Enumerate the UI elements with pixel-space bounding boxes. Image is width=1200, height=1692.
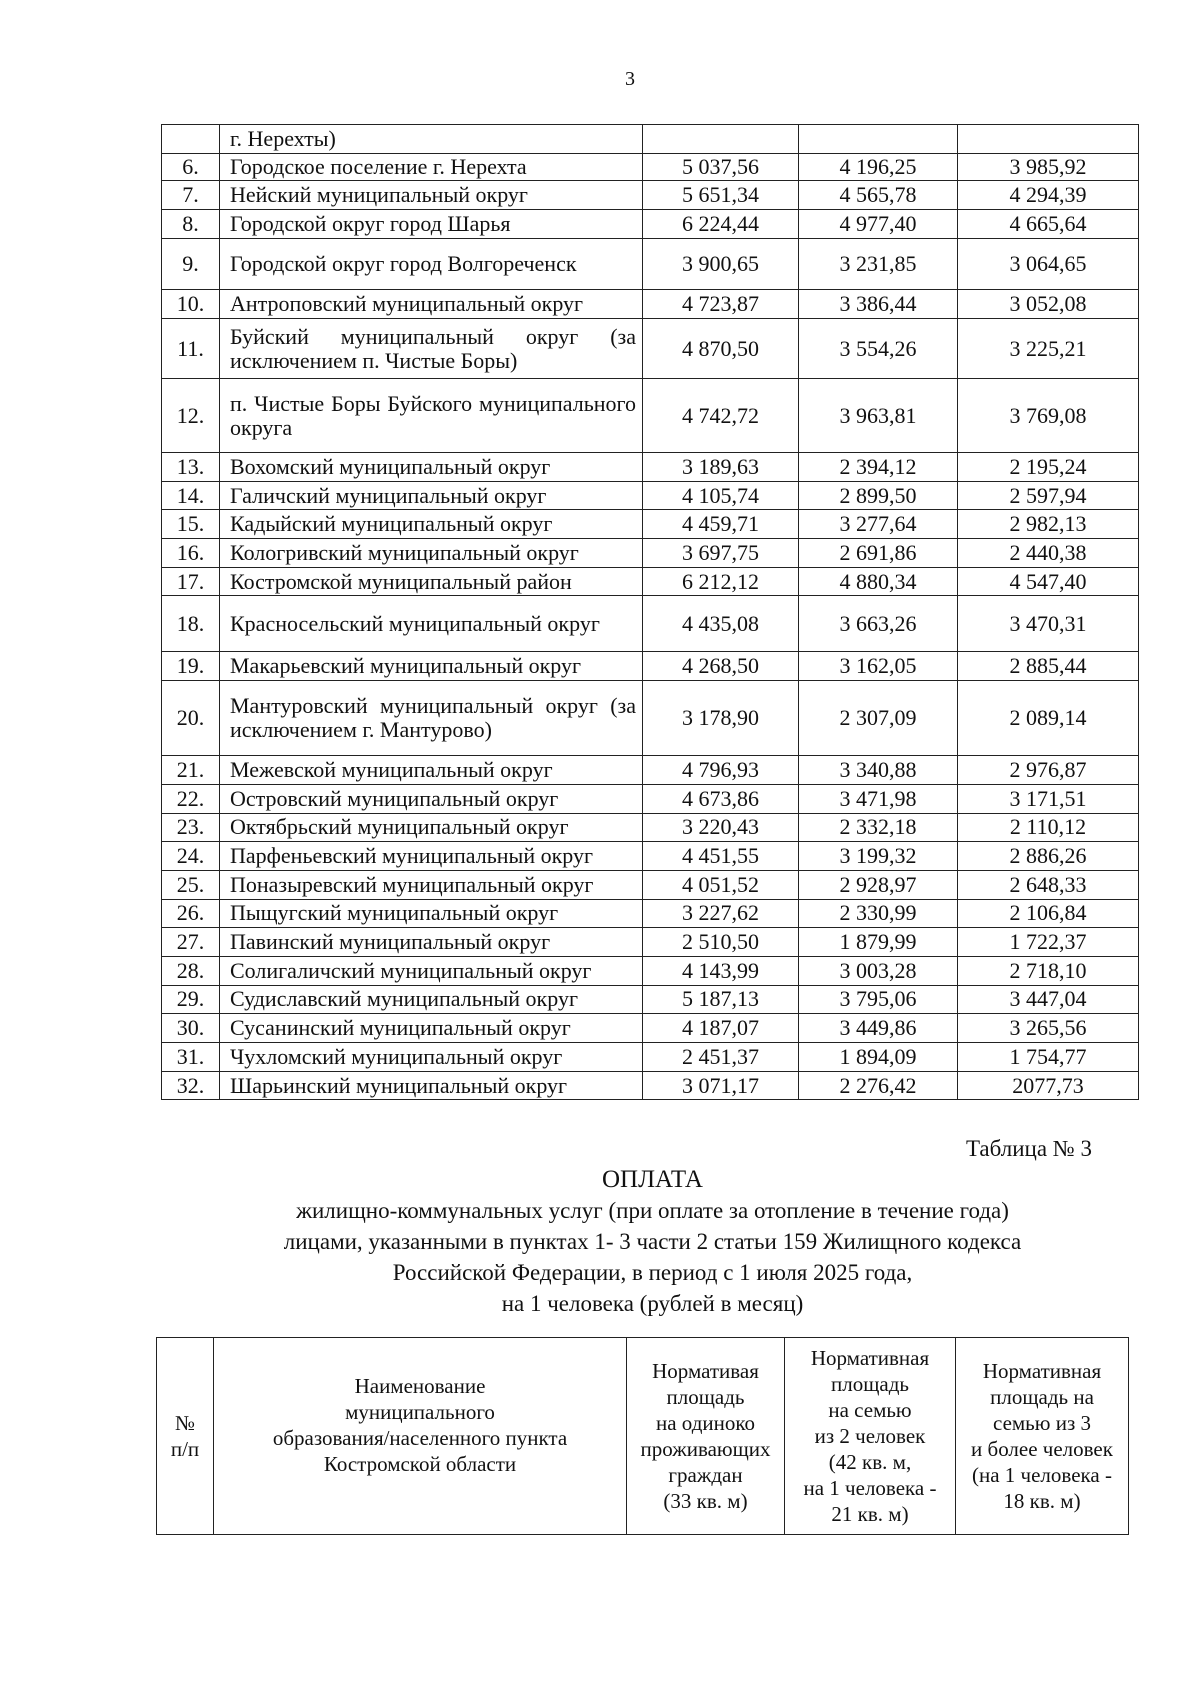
value-single: 5 037,56 xyxy=(643,154,799,181)
row-number: 16. xyxy=(162,539,220,568)
value-three-plus: 1 754,77 xyxy=(958,1043,1139,1072)
row-name: Шарьинский муниципальный округ xyxy=(220,1071,643,1100)
value-three-plus xyxy=(958,125,1139,154)
table-row xyxy=(162,181,1139,210)
header-line: Нормативая xyxy=(652,1359,759,1383)
row-name: Макарьевский муниципальный округ xyxy=(220,652,643,681)
header-num xyxy=(157,1338,214,1535)
table-row xyxy=(162,125,1139,154)
row-name: Галичский муниципальный округ xyxy=(220,481,643,510)
row-number: 10. xyxy=(162,290,220,319)
header-three-plus-area xyxy=(956,1338,1129,1535)
table-row xyxy=(162,756,1139,785)
table-row xyxy=(162,290,1139,319)
value-three-plus: 2 089,14 xyxy=(958,681,1139,756)
row-number: 17. xyxy=(162,567,220,596)
row-name: Парфеньевский муниципальный округ xyxy=(220,842,643,871)
value-two-person: 3 795,06 xyxy=(799,985,958,1014)
header-line: на 1 человека - xyxy=(803,1476,937,1500)
value-two-person: 4 196,25 xyxy=(799,154,958,181)
value-two-person: 2 691,86 xyxy=(799,539,958,568)
value-single: 4 051,52 xyxy=(643,870,799,899)
table-3-title-block xyxy=(160,1164,1145,1319)
row-number: 15. xyxy=(162,510,220,539)
table-row xyxy=(162,842,1139,871)
value-three-plus: 4 665,64 xyxy=(958,210,1139,239)
row-number: 22. xyxy=(162,784,220,813)
table-2-continuation xyxy=(161,124,1139,1100)
header-line: на одиноко xyxy=(655,1411,755,1435)
header-line: и более человек xyxy=(971,1437,1113,1461)
table-3-subtitle-line: на 1 человека (рублей в месяц) xyxy=(501,1291,804,1316)
value-single: 3 697,75 xyxy=(643,539,799,568)
value-three-plus: 2 976,87 xyxy=(958,756,1139,785)
row-name: Островский муниципальный округ xyxy=(220,784,643,813)
row-name: Вохомский муниципальный округ xyxy=(220,453,643,482)
row-name: Сусанинский муниципальный округ xyxy=(220,1014,643,1043)
row-number: 21. xyxy=(162,756,220,785)
row-number: 28. xyxy=(162,956,220,985)
header-line: (на 1 человека - xyxy=(972,1463,1112,1487)
table-row xyxy=(162,813,1139,842)
value-single: 4 105,74 xyxy=(643,481,799,510)
table-row xyxy=(162,379,1139,453)
value-single: 2 510,50 xyxy=(643,928,799,957)
value-single: 2 451,37 xyxy=(643,1043,799,1072)
table-row xyxy=(162,870,1139,899)
value-two-person: 2 276,42 xyxy=(799,1071,958,1100)
header-line: № xyxy=(174,1411,196,1435)
value-two-person: 3 386,44 xyxy=(799,290,958,319)
header-line: 21 кв. м) xyxy=(831,1502,909,1526)
value-three-plus: 3 447,04 xyxy=(958,985,1139,1014)
value-two-person: 2 332,18 xyxy=(799,813,958,842)
value-two-person: 3 963,81 xyxy=(799,379,958,453)
value-single: 4 723,87 xyxy=(643,290,799,319)
row-name: Городское поселение г. Нерехта xyxy=(220,154,643,181)
row-name: Кологривский муниципальный округ xyxy=(220,539,643,568)
row-number: 27. xyxy=(162,928,220,957)
row-name: Пыщугский муниципальный округ xyxy=(220,899,643,928)
table-row xyxy=(162,539,1139,568)
value-three-plus: 2 195,24 xyxy=(958,453,1139,482)
value-three-plus: 2077,73 xyxy=(958,1071,1139,1100)
table-row xyxy=(162,681,1139,756)
row-name: Костромской муниципальный район xyxy=(220,567,643,596)
value-three-plus: 3 470,31 xyxy=(958,596,1139,652)
row-number: 12. xyxy=(162,379,220,453)
value-two-person: 3 199,32 xyxy=(799,842,958,871)
row-number: 24. xyxy=(162,842,220,871)
value-single: 4 187,07 xyxy=(643,1014,799,1043)
row-number: 26. xyxy=(162,899,220,928)
row-name: Чухломский муниципальный округ xyxy=(220,1043,643,1072)
value-three-plus: 2 440,38 xyxy=(958,539,1139,568)
value-single: 4 673,86 xyxy=(643,784,799,813)
value-single: 4 796,93 xyxy=(643,756,799,785)
table-3-subtitle-line: жилищно-коммунальных услуг (при оплате за отопление в течение года) xyxy=(296,1198,1009,1223)
row-number: 6. xyxy=(162,154,220,181)
value-two-person: 2 928,97 xyxy=(799,870,958,899)
value-two-person xyxy=(799,125,958,154)
value-single: 4 742,72 xyxy=(643,379,799,453)
table-row xyxy=(162,1014,1139,1043)
header-line: на семью xyxy=(828,1398,912,1422)
table-row xyxy=(162,481,1139,510)
table-row xyxy=(162,784,1139,813)
value-single: 5 187,13 xyxy=(643,985,799,1014)
table-row xyxy=(162,985,1139,1014)
header-two-person-area xyxy=(785,1338,956,1535)
row-number: 31. xyxy=(162,1043,220,1072)
row-number: 20. xyxy=(162,681,220,756)
row-name: Октябрьский муниципальный округ xyxy=(220,813,643,842)
header-line: Нормативная xyxy=(982,1359,1102,1383)
value-single: 4 870,50 xyxy=(643,319,799,379)
table-row xyxy=(162,596,1139,652)
value-three-plus: 3 265,56 xyxy=(958,1014,1139,1043)
table-row xyxy=(162,453,1139,482)
row-name: Солигаличский муниципальный округ xyxy=(220,956,643,985)
table-row xyxy=(162,210,1139,239)
value-three-plus: 2 885,44 xyxy=(958,652,1139,681)
table-row xyxy=(162,1043,1139,1072)
row-name: Городской округ город Волгореченск xyxy=(220,239,643,290)
row-name: Поназыревский муниципальный округ xyxy=(220,870,643,899)
value-two-person: 4 880,34 xyxy=(799,567,958,596)
value-three-plus: 2 106,84 xyxy=(958,899,1139,928)
row-number: 29. xyxy=(162,985,220,1014)
value-single: 3 227,62 xyxy=(643,899,799,928)
row-name: Кадыйский муниципальный округ xyxy=(220,510,643,539)
table-3-header-row xyxy=(157,1338,1129,1535)
header-line: Наименование xyxy=(354,1374,486,1398)
value-two-person: 3 471,98 xyxy=(799,784,958,813)
row-name: Антроповский муниципальный округ xyxy=(220,290,643,319)
value-single: 6 212,12 xyxy=(643,567,799,596)
header-line: 18 кв. м) xyxy=(1003,1489,1081,1513)
row-number: 8. xyxy=(162,210,220,239)
value-two-person: 3 003,28 xyxy=(799,956,958,985)
value-two-person: 2 330,99 xyxy=(799,899,958,928)
row-name: Нейский муниципальный округ xyxy=(220,181,643,210)
header-line: площадь xyxy=(831,1372,909,1396)
table-row xyxy=(162,510,1139,539)
header-line: Нормативная xyxy=(810,1346,930,1370)
row-name: п. Чистые Боры Буйского муниципального округа xyxy=(220,379,643,453)
table-row xyxy=(162,652,1139,681)
value-three-plus: 4 294,39 xyxy=(958,181,1139,210)
header-single-area xyxy=(627,1338,785,1535)
value-three-plus: 3 985,92 xyxy=(958,154,1139,181)
value-single xyxy=(643,125,799,154)
table-2-body xyxy=(162,125,1139,1100)
row-number: 14. xyxy=(162,481,220,510)
value-single: 3 189,63 xyxy=(643,453,799,482)
value-single: 3 178,90 xyxy=(643,681,799,756)
table-row xyxy=(162,1071,1139,1100)
table-row xyxy=(162,319,1139,379)
value-single: 4 143,99 xyxy=(643,956,799,985)
row-name: Павинский муниципальный округ xyxy=(220,928,643,957)
table-3-title: ОПЛАТА xyxy=(601,1166,703,1193)
header-line: п/п xyxy=(170,1437,200,1461)
value-single: 4 268,50 xyxy=(643,652,799,681)
table-row xyxy=(162,928,1139,957)
header-line: муниципального xyxy=(345,1400,495,1424)
header-line: площадь на xyxy=(990,1385,1094,1409)
value-three-plus: 3 171,51 xyxy=(958,784,1139,813)
row-name: Красносельский муниципальный округ xyxy=(220,596,643,652)
value-two-person: 3 449,86 xyxy=(799,1014,958,1043)
row-name: Буйский муниципальный округ (за исключением п. Чистые Боры) xyxy=(220,319,643,379)
value-two-person: 2 394,12 xyxy=(799,453,958,482)
row-number: 23. xyxy=(162,813,220,842)
row-number: 25. xyxy=(162,870,220,899)
table-3-header xyxy=(156,1337,1129,1535)
row-number: 9. xyxy=(162,239,220,290)
row-name: Городской округ город Шарья xyxy=(220,210,643,239)
row-number: 11. xyxy=(162,319,220,379)
value-three-plus: 3 052,08 xyxy=(958,290,1139,319)
header-line: площадь xyxy=(666,1385,745,1409)
row-number: 18. xyxy=(162,596,220,652)
row-name: Межевской муниципальный округ xyxy=(220,756,643,785)
value-two-person: 3 162,05 xyxy=(799,652,958,681)
table-3-label: Таблица № 3 xyxy=(965,1136,1092,1161)
value-two-person: 2 899,50 xyxy=(799,481,958,510)
value-three-plus: 2 982,13 xyxy=(958,510,1139,539)
value-three-plus: 4 547,40 xyxy=(958,567,1139,596)
value-single: 5 651,34 xyxy=(643,181,799,210)
value-two-person: 4 977,40 xyxy=(799,210,958,239)
table-row xyxy=(162,567,1139,596)
header-line: (33 кв. м) xyxy=(663,1489,748,1513)
header-line: образования/населенного пункта xyxy=(272,1426,568,1450)
value-three-plus: 3 064,65 xyxy=(958,239,1139,290)
value-three-plus: 3 769,08 xyxy=(958,379,1139,453)
value-single: 4 459,71 xyxy=(643,510,799,539)
value-two-person: 1 894,09 xyxy=(799,1043,958,1072)
value-two-person: 3 277,64 xyxy=(799,510,958,539)
row-number: 7. xyxy=(162,181,220,210)
row-name: г. Нерехты) xyxy=(220,125,643,154)
value-single: 3 071,17 xyxy=(643,1071,799,1100)
table-row xyxy=(162,239,1139,290)
header-name xyxy=(214,1338,627,1535)
value-single: 3 900,65 xyxy=(643,239,799,290)
value-three-plus: 3 225,21 xyxy=(958,319,1139,379)
row-name: Мантуровский муниципальный округ (за исключением г. Мантурово) xyxy=(220,681,643,756)
value-single: 6 224,44 xyxy=(643,210,799,239)
header-line: Костромской области xyxy=(323,1452,517,1476)
table-row xyxy=(162,154,1139,181)
header-line: семью из 3 xyxy=(993,1411,1091,1435)
header-line: (42 кв. м, xyxy=(828,1450,912,1474)
table-row xyxy=(162,899,1139,928)
row-number xyxy=(162,125,220,154)
row-number: 32. xyxy=(162,1071,220,1100)
value-two-person: 1 879,99 xyxy=(799,928,958,957)
value-three-plus: 2 110,12 xyxy=(958,813,1139,842)
value-two-person: 3 554,26 xyxy=(799,319,958,379)
value-two-person: 4 565,78 xyxy=(799,181,958,210)
row-number: 19. xyxy=(162,652,220,681)
table-row xyxy=(162,956,1139,985)
row-number: 13. xyxy=(162,453,220,482)
value-single: 4 451,55 xyxy=(643,842,799,871)
value-two-person: 3 663,26 xyxy=(799,596,958,652)
value-single: 3 220,43 xyxy=(643,813,799,842)
value-three-plus: 2 597,94 xyxy=(958,481,1139,510)
header-line: из 2 человек xyxy=(814,1424,926,1448)
row-number: 30. xyxy=(162,1014,220,1043)
value-three-plus: 1 722,37 xyxy=(958,928,1139,957)
table-3-subtitle-line: Российской Федерации, в период с 1 июля 2025 года, xyxy=(392,1260,913,1285)
row-name: Судиславский муниципальный округ xyxy=(220,985,643,1014)
value-two-person: 2 307,09 xyxy=(799,681,958,756)
page-number: 3 xyxy=(625,68,635,90)
header-line: граждан xyxy=(668,1463,743,1487)
value-three-plus: 2 886,26 xyxy=(958,842,1139,871)
header-line: проживающих xyxy=(640,1437,771,1461)
value-two-person: 3 231,85 xyxy=(799,239,958,290)
table-3-subtitle-line: лицами, указанными в пунктах 1- 3 части 2 статьи 159 Жилищного кодекса xyxy=(283,1229,1022,1254)
value-two-person: 3 340,88 xyxy=(799,756,958,785)
value-three-plus: 2 718,10 xyxy=(958,956,1139,985)
value-three-plus: 2 648,33 xyxy=(958,870,1139,899)
value-single: 4 435,08 xyxy=(643,596,799,652)
